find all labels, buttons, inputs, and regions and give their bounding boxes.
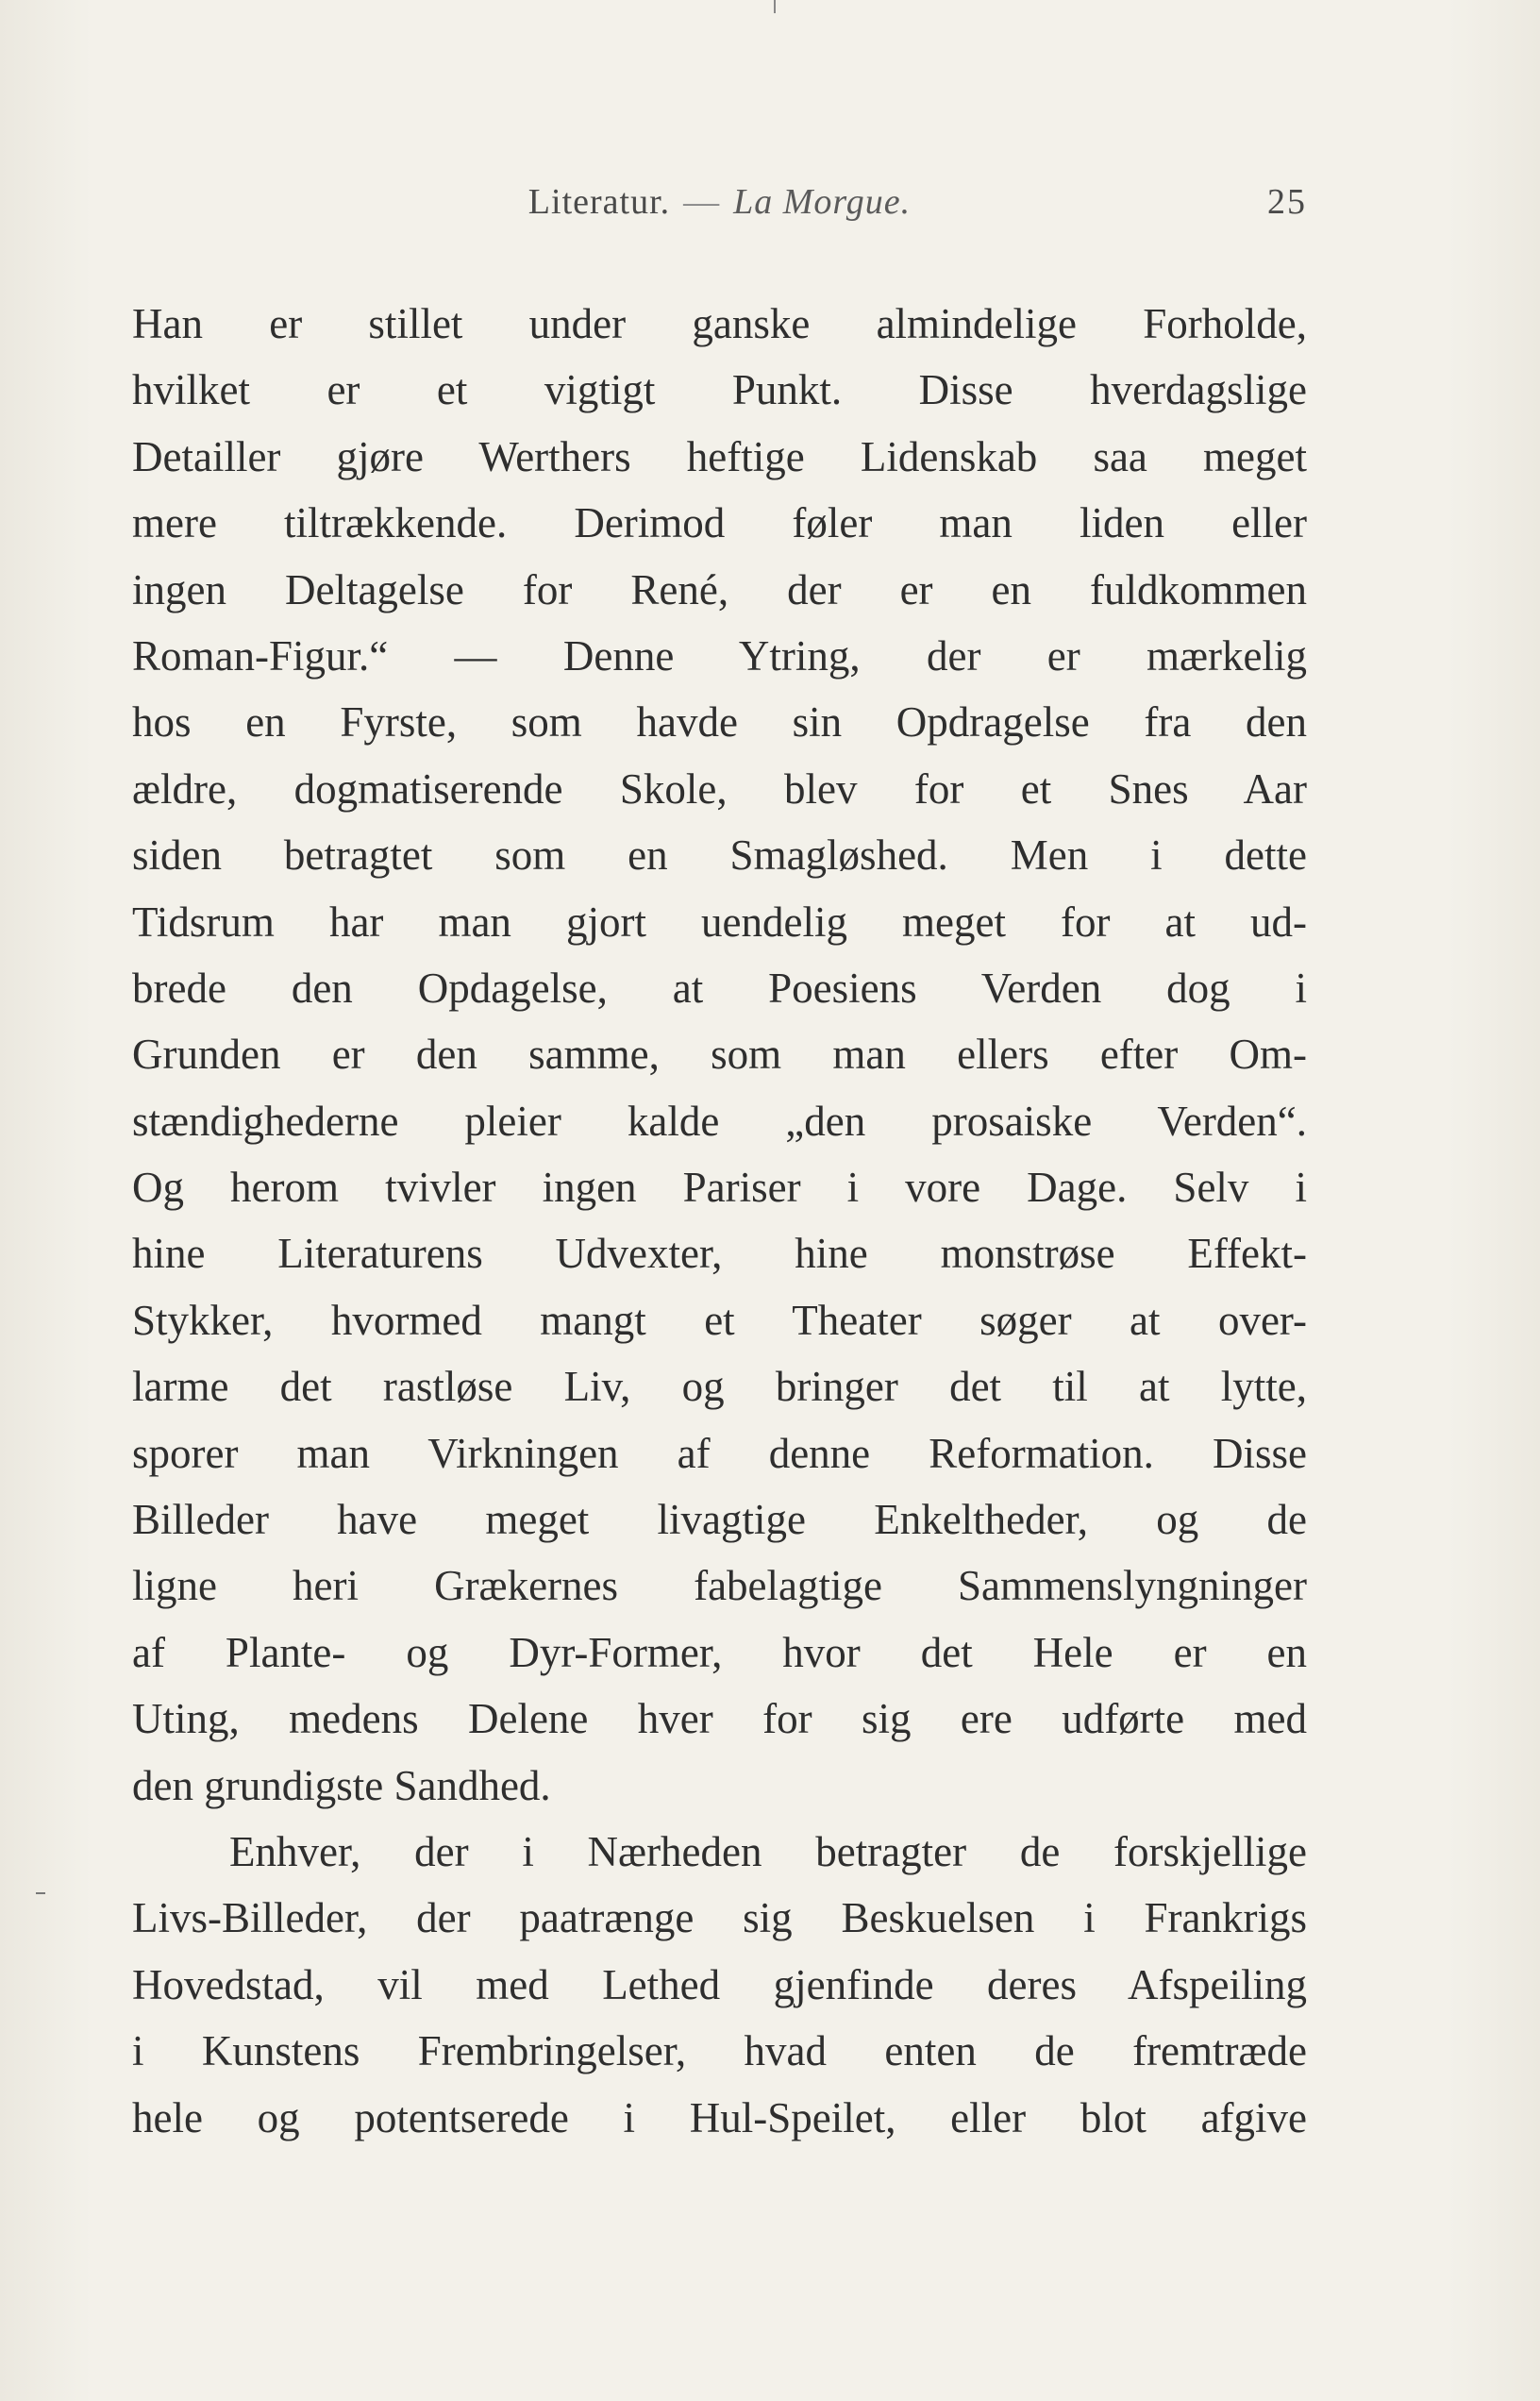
- text-line: hine Literaturens Udvexter, hine monstrøse Effekt-: [132, 1230, 1307, 1278]
- text-line: ligne heri Grækernes fabelagtige Sammenslyngninger: [132, 1562, 1307, 1610]
- text-line: ældre, dogmatiserende Skole, blev for et Snes Aar: [132, 764, 1307, 813]
- text-line: Uting, medens Delene hver for sig ere udførte med: [132, 1695, 1307, 1743]
- text-line: Detailler gjøre Werthers heftige Lidenskab saa meget: [132, 432, 1307, 480]
- text-line: Tidsrum har man gjort uendelig meget for at ud-: [132, 898, 1307, 946]
- text-line: af Plante- og Dyr-Former, hvor det Hele er en: [132, 1628, 1307, 1676]
- text-line: hvilket er et vigtigt Punkt. Disse hverdagslige: [132, 366, 1307, 414]
- body-text: [132, 291, 1307, 2151]
- text-line: brede den Opdagelse, at Poesiens Verden dog i: [132, 964, 1307, 1012]
- text-line: i Kunstens Frembringelser, hvad enten de fremtræde: [132, 2027, 1307, 2075]
- text-line: larme det rastløse Liv, og bringer det til at lytte,: [132, 1363, 1307, 1411]
- paragraph-2: [132, 1819, 1307, 2151]
- text-line: hele og potentserede i Hul-Speilet, eller blot afgive: [132, 2093, 1307, 2141]
- text-line: Han er stillet under ganske almindelige Forholde,: [132, 300, 1307, 347]
- header-title: La Morgue.: [733, 182, 912, 222]
- text-line: Billeder have meget livagtige Enkeltheder, og de: [132, 1496, 1307, 1544]
- text-line: Enhver, der i Nærheden betragter de forskjellige: [229, 1827, 1307, 1875]
- text-line: mere tiltrækkende. Derimod føler man liden eller: [132, 499, 1307, 547]
- page-number: 25: [1267, 182, 1307, 222]
- text-line: Grunden er den samme, som man ellers efter Om-: [132, 1031, 1307, 1079]
- paragraph-1: [132, 291, 1307, 1819]
- text-line: stændighederne pleier kalde „den prosaiske Verden“.: [132, 1097, 1307, 1145]
- header-section: Literatur.: [527, 182, 671, 222]
- text-line: Og herom tvivler ingen Pariser i vore Dage. Selv i: [132, 1164, 1307, 1212]
- text-line: ingen Deltagelse for René, der er en fuldkommen: [132, 565, 1307, 613]
- text-line: hos en Fyrste, som havde sin Opdragelse fra den: [132, 698, 1307, 747]
- text-line: Stykker, hvormed mangt et Theater søger at over-: [132, 1296, 1307, 1344]
- text-line: Roman-Figur.“ — Denne Ytring, der er mærkelig: [132, 631, 1307, 680]
- text-line: Livs-Billeder, der paatrænge sig Beskuelsen i Frankrigs: [132, 1894, 1307, 1942]
- text-line: sporer man Virkningen af denne Reformation. Disse: [132, 1429, 1307, 1477]
- text-line: siden betragtet som en Smagløshed. Men i dette: [132, 831, 1307, 880]
- running-header: [132, 181, 1307, 238]
- header-title-line: [132, 181, 1307, 223]
- text-line: den grundigste Sandhed.: [132, 1761, 551, 1809]
- margin-mark: [36, 1892, 45, 1894]
- header-dash: —: [683, 182, 721, 222]
- text-line: Hovedstad, vil med Lethed gjenfinde deres Afspeiling: [132, 1960, 1307, 2008]
- print-mark: [774, 0, 776, 13]
